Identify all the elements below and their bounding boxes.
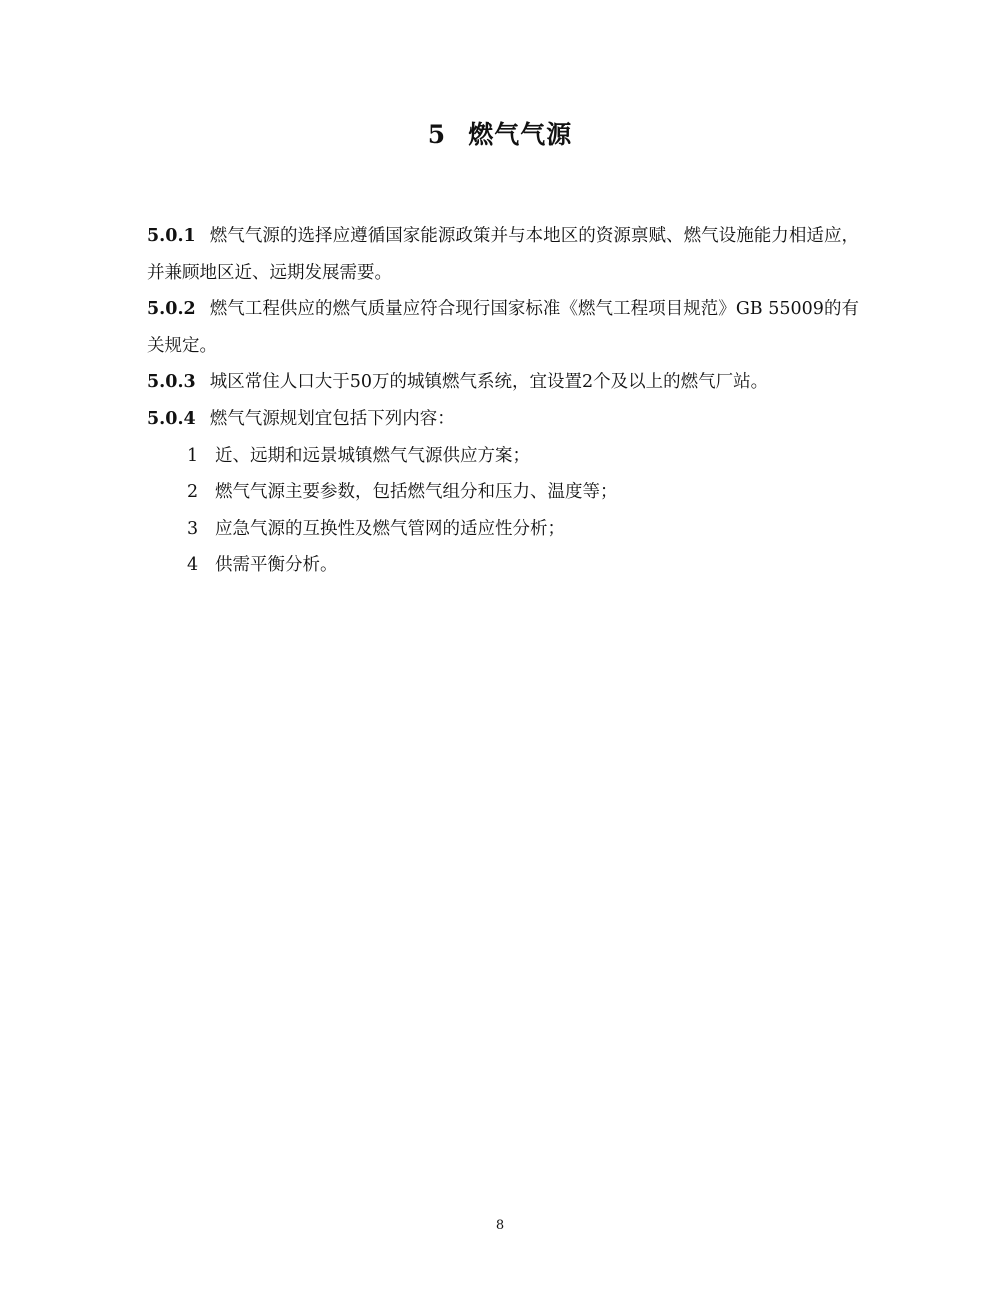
- page-number: 8: [495, 1218, 505, 1233]
- list-item: [147, 438, 859, 475]
- planning-content-list: [147, 438, 859, 584]
- list-item-index: 2: [187, 482, 199, 503]
- clause-number: 5.0.3: [147, 372, 196, 393]
- chapter-heading: [0, 118, 1000, 152]
- chapter-number: 5: [427, 120, 447, 149]
- list-item-text: 燃气气源主要参数，包括燃气组分和压力、温度等；: [215, 482, 618, 503]
- list-item-index: 3: [187, 518, 199, 539]
- clause-text: 城区常住人口大于50万的城镇燃气系统，宜设置2个及以上的燃气厂站。: [209, 372, 769, 393]
- clause-number: 5.0.4: [147, 408, 196, 429]
- list-item-text: 近、远期和远景城镇燃气气源供应方案；: [215, 445, 530, 466]
- clause-5-0-4: [147, 401, 859, 438]
- clause-text: 燃气工程供应的燃气质量应符合现行国家标准《燃气工程项目规范》GB 55009的有关规定。: [147, 299, 859, 356]
- clause-text: 燃气气源的选择应遵循国家能源政策并与本地区的资源禀赋、燃气设施能力相适应，并兼顾地区近、远期发展需要。: [147, 226, 859, 283]
- clause-number: 5.0.1: [147, 226, 196, 246]
- clause-text: 燃气气源规划宜包括下列内容：: [209, 408, 455, 429]
- chapter-body: [147, 218, 859, 584]
- clause-5-0-3: [147, 364, 859, 401]
- list-item: [147, 547, 859, 584]
- clause-number: 5.0.2: [147, 299, 196, 320]
- list-item: [147, 474, 859, 511]
- chapter-title: 燃气气源: [468, 120, 573, 149]
- list-item-text: 供需平衡分析。: [215, 555, 338, 576]
- list-item: [147, 511, 859, 548]
- clause-5-0-1: [147, 218, 859, 291]
- list-item-index: 4: [187, 555, 199, 576]
- list-item-index: 1: [187, 445, 199, 466]
- clause-5-0-2: [147, 291, 859, 364]
- list-item-text: 应急气源的互换性及燃气管网的适应性分析；: [215, 518, 565, 539]
